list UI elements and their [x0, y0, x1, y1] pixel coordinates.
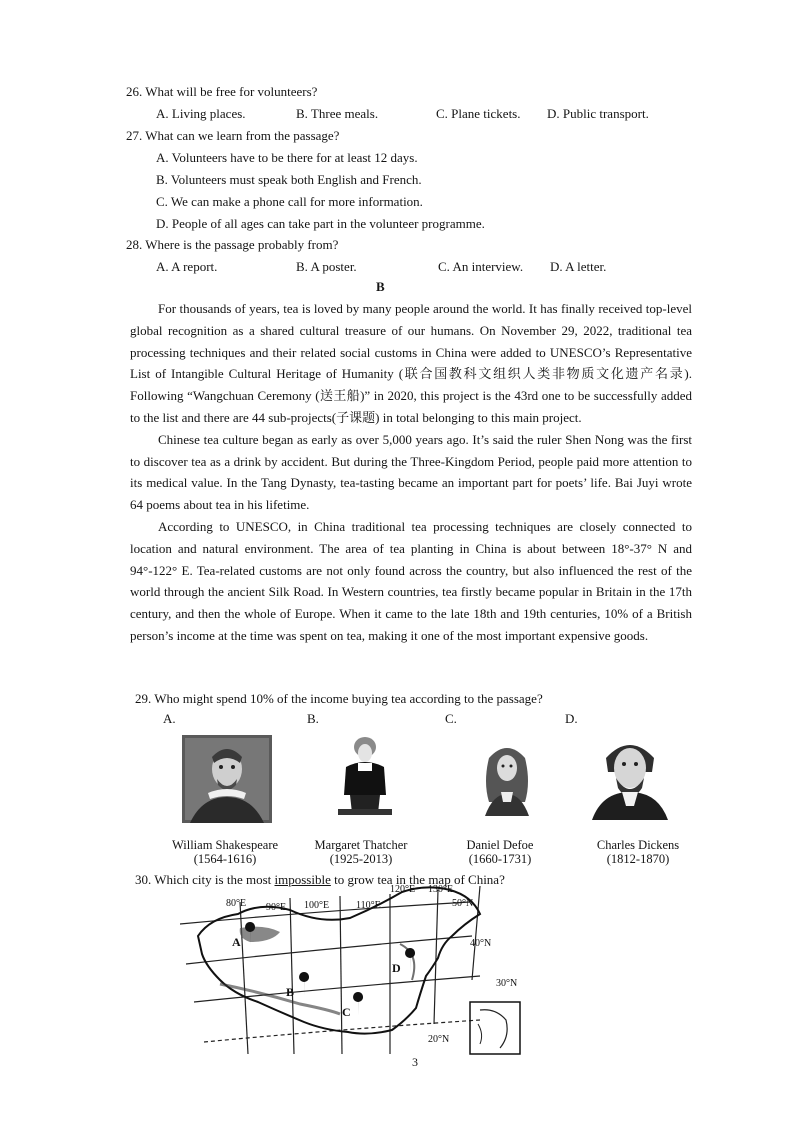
south-china-sea-inset [470, 1002, 520, 1054]
q26-option-d: D. Public transport. [547, 106, 649, 121]
passage-paragraph-2: Chinese tea culture began as early as over 5,000 years ago. It’s said the ruler Shen Nong was the first to discover tea as a drink by accident. But during the Three-Kingdom Period, people paid more attention to its medical value. In the Tang Dynasty, tea-tasting became an important part for poets’ life. Bai Juyi wrote 64 poems about tea in his lifetime. [130, 431, 692, 513]
caption-c [445, 838, 555, 866]
marker-label-d: D [392, 961, 401, 975]
lon-label-80: 80°E [226, 898, 247, 909]
china-map [180, 884, 540, 1060]
lon-label-130: 130°E [428, 884, 454, 895]
marker-label-b: B [286, 985, 295, 999]
portrait-shakespeare [182, 735, 272, 823]
lon-label-100: 100°E [304, 900, 330, 911]
lat-label-30: 30°N [496, 978, 518, 989]
q30-text-after: to grow tea in the map of China? [330, 872, 505, 887]
q28-option-c: C. An interview. [438, 259, 524, 274]
lat-label-40: 40°N [470, 938, 492, 949]
q27-option-a: A. Volunteers have to be there for at least 12 days. [156, 150, 418, 165]
q26-option-c: C. Plane tickets. [436, 106, 521, 121]
q28-option-b: B. A poster. [296, 259, 357, 274]
portrait-thatcher [330, 733, 400, 819]
q28-option-a: A. A report. [156, 259, 218, 274]
passage-paragraph-1: For thousands of years, tea is loved by many people around the world. It has finally received top-level global recognition as a shared cultural treasure of our humans. On November 29, 2022, traditional tea processing techniques and their related social customs in China were added to UNESCO’s Representative List of Intangible Cultural Heritage of Humanity (联合国教科文组织人类非物质文化遗产名录). Following “Wangchuan Ceremony (送王船)” in 2020, this project is the 43rd one to be successfully added to the list and there are 44 sub-projects(子课题) in total belonging to this main project. [130, 301, 692, 425]
passage-paragraph-3: According to UNESCO, in China traditional tea processing techniques are closely connected to location and natural environment. The area of tea planting in China is about between 18°-37° N and 94°-122° E. Tea-related customs are not only found across the country, but also influenced the rest of the world through the ancient Silk Road. In Western countries, tea firstly became popular in Britain in the 17th century, and then the whole of Europe. When it came to the late 18th and 19th centuries, 10% of a British person’s income at the time was spent on tea, making it one of the most important expensive goods. [130, 518, 692, 643]
caption-c-name: Daniel Defoe [466, 838, 534, 852]
q27-option-b: B. Volunteers must speak both English and French. [156, 172, 422, 187]
lat-label-50: 50°N [452, 898, 474, 909]
caption-b-name: Margaret Thatcher [314, 838, 408, 852]
caption-a-years: (1564-1616) [193, 852, 257, 866]
marker-label-a: A [232, 935, 241, 949]
marker-c-pin-icon [353, 992, 363, 1016]
caption-c-years: (1660-1731) [468, 852, 532, 866]
lon-label-90: 90°E [266, 902, 287, 913]
q26-option-a: A. Living places. [156, 106, 246, 121]
q27-option-d: D. People of all ages can take part in the volunteer programme. [156, 216, 485, 231]
caption-a-name: William Shakespeare [171, 838, 279, 852]
q26-option-b: B. Three meals. [296, 106, 379, 121]
portrait-defoe [475, 738, 539, 816]
q29-letter-a: A. [163, 711, 176, 726]
question-27: 27. What can we learn from the passage? [126, 128, 340, 143]
q27-option-c: C. We can make a phone call for more information. [156, 194, 423, 209]
question-26: 26. What will be free for volunteers? [126, 84, 318, 99]
caption-b-years: (1925-2013) [329, 852, 393, 866]
caption-a [150, 838, 300, 866]
caption-d-years: (1812-1870) [606, 852, 670, 866]
q28-option-d: D. A letter. [550, 259, 607, 274]
marker-b-pin-icon [299, 972, 309, 996]
q30-underlined-word: impossible [274, 872, 331, 887]
q30-text-before: 30. Which city is the most [135, 872, 275, 887]
question-29: 29. Who might spend 10% of the income buying tea according to the passage? [135, 691, 543, 706]
marker-label-c: C [342, 1005, 351, 1019]
portrait-dickens [586, 728, 674, 820]
q29-letter-c: C. [445, 711, 457, 726]
lon-label-110: 110°E [356, 900, 381, 911]
caption-d-name: Charles Dickens [596, 838, 680, 852]
q29-letter-b: B. [307, 711, 319, 726]
caption-d [578, 838, 698, 866]
lon-label-120: 120°E [390, 884, 416, 895]
caption-b [296, 838, 426, 866]
reading-passage [130, 298, 692, 647]
page-number: 3 [412, 1055, 418, 1069]
q29-letter-d: D. [565, 711, 578, 726]
section-heading: B [376, 279, 385, 294]
lat-label-20: 20°N [428, 1034, 450, 1045]
question-28: 28. Where is the passage probably from? [126, 237, 339, 252]
